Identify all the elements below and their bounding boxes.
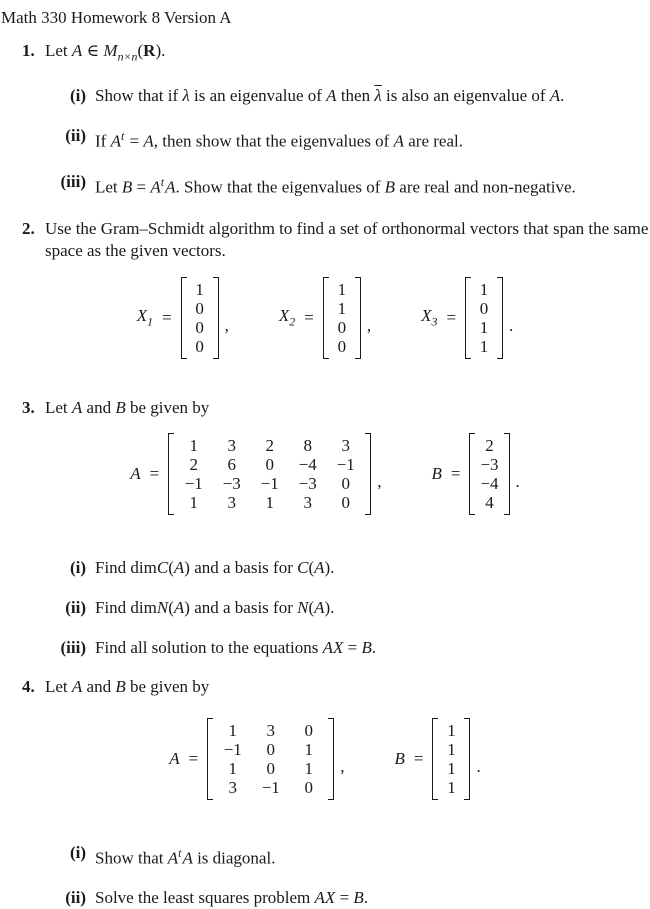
subitem-label: (iii): [60, 637, 86, 657]
math-t: If: [95, 132, 111, 152]
math-i: A: [150, 177, 161, 197]
matrix-cell: 1: [304, 739, 313, 759]
matrix-cell: 0: [304, 720, 313, 740]
subitem-ii: [0, 597, 650, 619]
subitem-label: (i): [69, 842, 86, 862]
matrix-B-group: [395, 718, 481, 800]
matrix-row: [480, 474, 498, 493]
problem-number: 3.: [22, 397, 35, 417]
matrix-row: [179, 436, 360, 455]
problem-head: [0, 40, 650, 67]
matrix-cell: −1: [336, 454, 355, 474]
subitem-text: [95, 637, 650, 659]
math-i: A: [71, 676, 83, 696]
matrix-X3: [465, 277, 503, 359]
matrix-cell: 0: [337, 336, 347, 356]
matrix-row: [334, 337, 350, 356]
problem-intro: [45, 40, 650, 67]
math-sub: 1: [147, 314, 154, 329]
problem-3: [0, 397, 650, 659]
math-t: Find dim: [95, 597, 157, 617]
problems: [0, 40, 650, 909]
equals-sign: =: [149, 463, 160, 483]
matrix-cell: 1: [337, 279, 347, 299]
math-i: A: [173, 557, 185, 577]
right-bracket: [328, 718, 334, 800]
math-t: ).: [324, 597, 335, 617]
math-t: .: [371, 637, 377, 657]
equals-sign: =: [450, 463, 461, 483]
matrix-row: [443, 721, 459, 740]
math-t: Let: [45, 676, 72, 696]
subitem-text: [95, 842, 650, 870]
math-i: A: [393, 132, 404, 152]
matrix-cell: 1: [479, 336, 489, 356]
problem-number: 2.: [22, 218, 35, 238]
matrix-cell: 0: [265, 454, 274, 474]
matrix-row: [443, 759, 459, 778]
math-t: is an eigenvalue of: [189, 86, 327, 106]
problem-2: [0, 218, 650, 359]
matrix-cell: 1: [189, 492, 198, 512]
matrix-cell: 1: [447, 777, 456, 797]
math-t: Let: [95, 177, 122, 197]
problem-head: [0, 397, 650, 419]
matrix-cell: −3: [298, 473, 317, 493]
matrix-A-group: [130, 433, 381, 515]
matrix-cell: −4: [480, 473, 499, 493]
right-bracket: [504, 433, 510, 515]
subitem-text: [95, 597, 650, 619]
matrix-row: [476, 337, 492, 356]
math-t: (: [168, 597, 174, 617]
matrix-cell: 0: [195, 336, 204, 356]
matrix-cell: 1: [228, 758, 237, 778]
math-t: are real and non-negative.: [395, 177, 576, 197]
math-t: . Show that the eigenvalues of: [175, 177, 385, 197]
matrix-cell: 2: [189, 454, 198, 474]
matrix-row: [192, 337, 208, 356]
matrix-row: [192, 318, 208, 337]
math-i: A: [173, 597, 185, 617]
subitem-i: [0, 557, 650, 579]
math-t: =: [335, 888, 354, 908]
matrix-cell: 3: [341, 435, 350, 455]
problem-intro: [45, 218, 650, 262]
subitem-i: [0, 85, 650, 107]
math-bar: $\overline{\lambda}$: [374, 86, 382, 106]
subitem-text: [95, 887, 650, 909]
matrix-row: [480, 493, 498, 512]
matrix-cell: 2: [265, 435, 274, 455]
math-i: A: [549, 86, 561, 106]
matrix-cell: −3: [222, 473, 241, 493]
math-t: (: [168, 557, 174, 577]
matrix-cell: 1: [265, 492, 274, 512]
matrix-cell: 4: [485, 492, 494, 512]
problem-head: [0, 218, 650, 262]
problem-head: [0, 676, 650, 698]
matrix-row: [476, 318, 492, 337]
matrix-row: [480, 436, 498, 455]
matrix-cell: 1: [479, 317, 489, 337]
matrix-row: [443, 778, 459, 797]
problem-1: [0, 40, 650, 199]
math-t: is also an eigenvalue of: [381, 86, 550, 106]
punctuation: .: [509, 315, 514, 335]
punctuation: ,: [366, 315, 372, 335]
matrix-row: [179, 493, 360, 512]
matrix-cell: 0: [341, 492, 350, 512]
math-i: A: [182, 848, 193, 868]
subitem-label: (ii): [65, 126, 86, 146]
matrix-cell: 0: [304, 777, 313, 797]
math-b: R: [143, 41, 156, 60]
math-t: Let: [45, 397, 72, 417]
math-cal: C: [156, 557, 169, 577]
math-i: B: [115, 676, 126, 696]
math-t: be given by: [125, 676, 210, 696]
math-i: AX: [314, 888, 336, 908]
matrix-cell: 3: [266, 720, 275, 740]
equals-sign: =: [304, 307, 314, 327]
problem-4: [0, 676, 650, 909]
math-i: A: [326, 86, 337, 106]
matrix-row: [192, 299, 208, 318]
math-display: [0, 718, 650, 800]
math-i: A: [167, 848, 179, 868]
problem-number: 1.: [22, 41, 35, 60]
right-bracket: [365, 433, 371, 515]
right-bracket: [213, 277, 219, 359]
right-bracket: [355, 277, 361, 359]
subitem-label: (ii): [65, 597, 86, 617]
matrix-B: [432, 718, 470, 800]
subitem-ii: [0, 125, 650, 153]
matrix-body: [174, 433, 365, 515]
math-t: Show that if: [95, 86, 183, 106]
subitem-label: (i): [69, 557, 86, 577]
math-t: and: [82, 676, 116, 696]
equals-sign: =: [413, 748, 424, 768]
subitem-ii: [0, 887, 650, 909]
math-t: then: [336, 86, 375, 106]
matrix-X2-label: [279, 306, 295, 329]
math-t: ).: [155, 41, 166, 60]
math-sub: 2: [289, 314, 296, 329]
math-t: and: [82, 397, 116, 417]
math-t: Solve the least squares problem: [95, 888, 315, 908]
subitem-label: (ii): [65, 888, 86, 908]
matrix-cell: 1: [189, 435, 198, 455]
matrix-body: [329, 277, 355, 359]
subitem-text: [95, 125, 650, 153]
matrix-row: [218, 721, 323, 740]
matrix-B: [469, 433, 509, 515]
matrix-cell: 3: [303, 492, 312, 512]
math-t: (: [308, 597, 315, 617]
math-i: A: [314, 597, 325, 617]
punctuation: .: [515, 471, 520, 491]
subitem-text: [95, 171, 650, 199]
math-t: Find dim: [95, 557, 157, 577]
math-t: =: [343, 637, 362, 657]
problem-intro: [45, 676, 650, 698]
matrix-A-label: [169, 749, 179, 769]
math-i: AX: [322, 637, 344, 657]
math-t: ) and a basis for: [184, 557, 298, 577]
math-t: , then show that the eigenvalues of: [153, 132, 394, 152]
punctuation: .: [476, 756, 481, 776]
math-i: A: [143, 132, 154, 152]
matrix-row: [334, 280, 350, 299]
matrix-cell: 1: [228, 720, 237, 740]
math-i: B: [361, 637, 372, 657]
math-i: A: [71, 397, 83, 417]
matrix-A-group: [169, 718, 344, 800]
subitem-text: [95, 85, 650, 107]
math-t: ).: [324, 557, 335, 577]
matrix-row: [476, 280, 492, 299]
matrix-body: [438, 718, 464, 800]
matrix-cell: 3: [227, 492, 236, 512]
math-sup: t: [160, 175, 165, 190]
matrix-cell: 1: [304, 758, 313, 778]
math-cal: N: [156, 597, 169, 617]
matrix-X2-group: [279, 277, 371, 359]
math-t: (: [137, 41, 144, 60]
matrix-X3-label: [421, 306, 437, 329]
math-t: Use the Gram–Schmidt algorithm to find a set of orthonormal vectors that span the same space as the given vectors.: [45, 218, 649, 260]
math-t: .: [363, 888, 369, 908]
matrix-body: [187, 277, 213, 359]
matrix-cell: −1: [223, 739, 242, 759]
math-i: B: [121, 177, 133, 197]
subitem-i: [0, 842, 650, 870]
subitem-iii: [0, 637, 650, 659]
math-i: A: [169, 748, 180, 768]
matrix-body: [475, 433, 503, 515]
equals-sign: =: [446, 307, 457, 327]
math-i: B: [384, 177, 396, 197]
math-t: is diagonal.: [192, 848, 276, 868]
matrix-X1-group: [137, 277, 229, 359]
matrix-row: [334, 299, 350, 318]
matrix-A: [207, 718, 334, 800]
equals-sign: =: [162, 307, 172, 327]
matrix-cell: 1: [195, 279, 204, 299]
matrix-row: [480, 455, 498, 474]
matrix-cell: 0: [479, 298, 489, 318]
math-i: X: [278, 306, 290, 325]
matrix-A: [168, 433, 371, 515]
matrix-B-group: [431, 433, 519, 515]
math-i: A: [71, 41, 83, 60]
matrix-row: [179, 474, 360, 493]
matrix-body: [213, 718, 328, 800]
math-sup: t: [120, 129, 125, 144]
math-t: Let: [45, 41, 72, 60]
math-sub: n×n: [117, 49, 138, 64]
matrix-X2: [323, 277, 361, 359]
math-display: [0, 433, 650, 515]
subitem-label: (i): [69, 86, 86, 106]
matrix-cell: 1: [447, 739, 456, 759]
math-t: Find all solution to the equations: [95, 637, 323, 657]
math-i: B: [353, 888, 364, 908]
math-i: A: [110, 132, 121, 152]
right-bracket: [464, 718, 470, 800]
right-bracket: [497, 277, 503, 359]
problem-intro: [45, 397, 650, 419]
document-title: Math 330 Homework 8 Version A: [1, 8, 232, 27]
matrix-cell: 1: [447, 720, 456, 740]
matrix-cell: 0: [341, 473, 350, 493]
matrix-cell: −1: [260, 473, 279, 493]
matrix-cell: 2: [485, 435, 494, 455]
math-i: A: [130, 463, 141, 483]
math-sup: t: [178, 845, 182, 860]
math-cal: N: [297, 597, 309, 617]
matrix-cell: 0: [266, 758, 275, 778]
matrix-X1: [181, 277, 219, 359]
math-t: ∈: [82, 41, 104, 60]
matrix-A-label: [130, 464, 140, 484]
matrix-cell: 0: [195, 298, 204, 318]
matrix-cell: 3: [228, 777, 237, 797]
punctuation: ,: [377, 471, 382, 491]
math-t: .: [560, 86, 565, 106]
matrix-cell: 1: [447, 758, 456, 778]
matrix-cell: 0: [195, 317, 204, 337]
matrix-cell: 0: [337, 317, 347, 337]
problem-number: 4.: [22, 676, 35, 696]
math-i: X: [136, 306, 148, 325]
subitem-text: [95, 557, 650, 579]
math-i: X: [421, 306, 432, 325]
matrix-cell: −3: [480, 454, 499, 474]
subitem-iii: [0, 171, 650, 199]
matrix-X1-label: [137, 306, 153, 329]
math-i: B: [394, 748, 405, 768]
math-t: (: [308, 557, 315, 577]
matrix-cell: −1: [261, 777, 280, 797]
matrix-row: [218, 778, 323, 797]
matrix-cell: 3: [227, 435, 236, 455]
matrix-row: [334, 318, 350, 337]
matrix-row: [443, 740, 459, 759]
matrix-body: [471, 277, 497, 359]
matrix-cell: 0: [266, 739, 275, 759]
math-i: A: [165, 177, 176, 197]
matrix-cell: −4: [298, 454, 317, 474]
matrix-cell: 8: [303, 435, 312, 455]
matrix-row: [476, 299, 492, 318]
punctuation: ,: [224, 315, 229, 335]
subitem-label: (iii): [60, 172, 86, 192]
math-t: Show that: [95, 848, 168, 868]
math-t: =: [125, 132, 144, 152]
equals-sign: =: [188, 748, 199, 768]
punctuation: ,: [340, 756, 345, 776]
matrix-B-label: [431, 464, 441, 484]
math-i: M: [103, 41, 118, 60]
math-t: ) and a basis for: [184, 597, 298, 617]
matrix-row: [179, 455, 360, 474]
matrix-cell: −1: [184, 473, 203, 493]
math-sub: 3: [431, 314, 438, 329]
math-t: be given by: [125, 397, 210, 417]
math-display: [0, 277, 650, 359]
math-i: λ: [182, 86, 190, 106]
math-i: B: [431, 463, 442, 483]
matrix-row: [218, 759, 323, 778]
matrix-row: [218, 740, 323, 759]
matrix-B-label: [395, 749, 405, 769]
math-i: B: [115, 397, 126, 417]
matrix-row: [192, 280, 208, 299]
math-i: A: [314, 557, 325, 577]
math-t: are real.: [403, 132, 463, 152]
matrix-cell: 6: [227, 454, 236, 474]
matrix-cell: 1: [479, 279, 489, 299]
matrix-X3-group: [421, 277, 513, 359]
math-t: =: [132, 177, 151, 197]
math-cal: C: [297, 557, 309, 577]
matrix-cell: 1: [337, 298, 347, 318]
